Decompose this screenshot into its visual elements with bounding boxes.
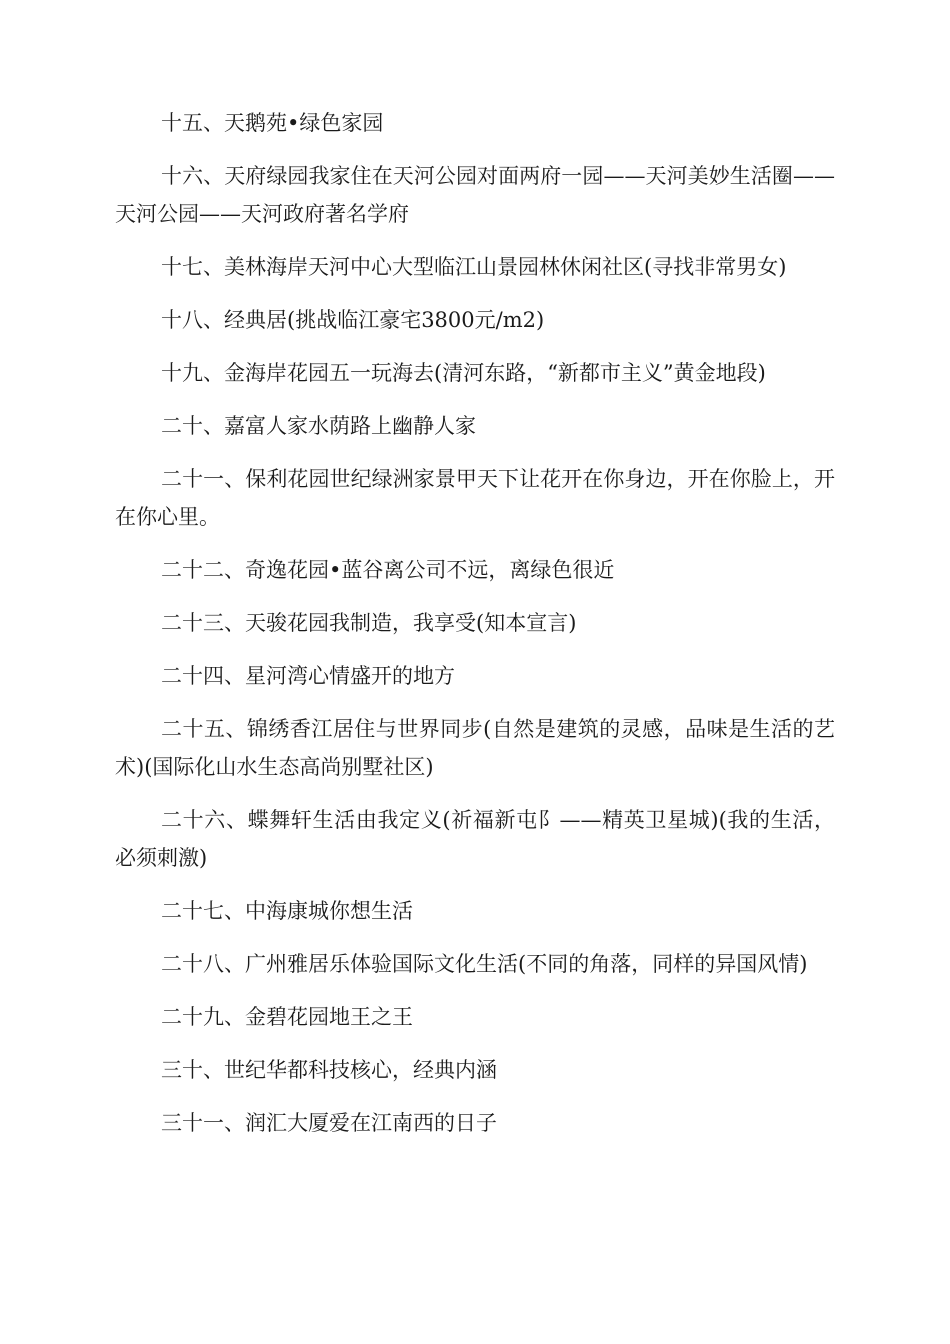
list-item: 十五、天鹅苑•绿色家园 (161, 111, 384, 135)
list-item: 三十一、润汇大厦爱在江南西的日子 (161, 1111, 497, 1135)
list-item: 二十八、广州雅居乐体验国际文化生活(不同的角落，同样的异国风情) (161, 952, 808, 976)
list-item: 二十九、金碧花园地王之王 (161, 1005, 413, 1029)
list-item: 二十一、保利花园世纪绿洲家景甲天下让花开在你身边，开在你脸上，开在你心里。 (115, 467, 835, 529)
document-body (115, 104, 835, 1157)
list-item: 二十、嘉富人家水荫路上幽静人家 (161, 414, 476, 438)
list-item: 十七、美林海岸天河中心大型临江山景园林休闲社区(寻找非常男女) (161, 255, 787, 279)
list-item: 十九、金海岸花园五一玩海去(清河东路，“新都市主义”黄金地段) (161, 361, 766, 385)
list-item: 二十四、星河湾心情盛开的地方 (161, 664, 455, 688)
list-item: 三十、世纪华都科技核心，经典内涵 (161, 1058, 497, 1082)
list-item: 二十七、中海康城你想生活 (161, 899, 413, 923)
list-item: 十六、天府绿园我家住在天河公园对面两府一园——天河美妙生活圈——天河公园——天河政府著名学府 (115, 164, 835, 226)
list-item: 二十三、天骏花园我制造，我享受(知本宣言) (161, 611, 577, 635)
list-item: 二十二、奇逸花园•蓝谷离公司不远，离绿色很近 (161, 558, 615, 582)
list-item: 二十五、锦绣香江居住与世界同步(自然是建筑的灵感，品味是生活的艺术)(国际化山水生态高尚别墅社区) (115, 717, 835, 779)
list-item: 二十六、蝶舞轩生活由我定义(祈福新屯阝——精英卫星城)(我的生活，必须刺激) (115, 808, 835, 870)
list-item: 十八、经典居(挑战临江豪宅3800元/m2) (161, 308, 545, 332)
